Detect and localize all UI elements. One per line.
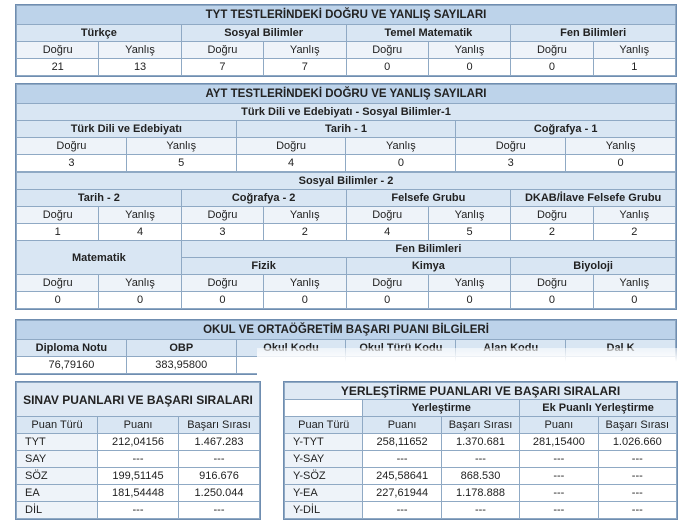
sinav-header-puan: Puanı [98,417,179,434]
ayt-subject-dkab: DKAB/İlave Felsefe Grubu [511,190,676,207]
yanlis-label: Yanlış [428,207,510,224]
tyt-fen-dogru: 0 [511,59,593,76]
ayt-group2-table [16,172,676,309]
sinav-row-sira: 916.676 [179,468,260,485]
sinav-table [16,382,260,519]
ek-row-puan: --- [520,502,598,519]
ayt-tarih1-dogru: 4 [236,155,346,172]
ayt-tarih2-yanlis: 4 [99,224,181,241]
tyt-matematik-dogru: 0 [346,59,428,76]
tyt-subject-turkce: Türkçe [17,25,182,42]
tyt-matematik-yanlis: 0 [428,59,510,76]
yanlis-label: Yanlış [593,275,675,292]
yanlis-label: Yanlış [593,207,675,224]
obp-header-diploma: Diploma Notu [17,340,127,357]
ek-row-sira: --- [598,485,676,502]
yer-header-sira: Başarı Sırası [441,417,519,434]
yer-row-sira: 1.370.681 [441,434,519,451]
yanlis-label: Yanlış [428,42,510,59]
ayt-tarih2-dogru: 1 [17,224,99,241]
dogru-label: Doğru [346,275,428,292]
ayt-subject-matematik: Matematik [17,241,182,275]
yerlestirme-panel [283,381,678,520]
tyt-subject-matematik: Temel Matematik [346,25,511,42]
ek-row-sira: 1.026.660 [598,434,676,451]
sinav-row-type: DİL [17,502,98,519]
yer-row-type: Y-SÖZ [285,468,363,485]
ayt-kimya-yanlis: 0 [428,292,510,309]
yanlis-label: Yanlış [346,138,456,155]
sinav-row-type: TYT [17,434,98,451]
ayt-counts-title: AYT TESTLERİNDEKİ DOĞRU VE YANLIŞ SAYILARI [17,85,676,104]
dogru-label: Doğru [511,275,593,292]
ayt-biyoloji-dogru: 0 [511,292,593,309]
yer-row-sira: 1.178.888 [441,485,519,502]
obp-header-obp: OBP [126,340,236,357]
tyt-fen-yanlis: 1 [593,59,675,76]
yer-header-tur: Puan Türü [285,417,363,434]
ayt-group2-title: Sosyal Bilimler - 2 [17,173,676,190]
ek-row-sira: --- [598,502,676,519]
sinav-row-type: SAY [17,451,98,468]
sinav-title: SINAV PUANLARI VE BAŞARI SIRALARI [17,383,260,417]
ek-row-puan: --- [520,485,598,502]
sinav-header-sira: Başarı Sırası [179,417,260,434]
ayt-cografya1-yanlis: 0 [566,155,676,172]
yanlis-label: Yanlış [593,42,675,59]
sinav-row-puan: 181,54448 [98,485,179,502]
ayt-subject-tarih1: Tarih - 1 [236,121,456,138]
dogru-label: Doğru [456,138,566,155]
sinav-row-puan: --- [98,502,179,519]
ayt-felsefe-dogru: 4 [346,224,428,241]
ayt-kimya-dogru: 0 [346,292,428,309]
ek-row-puan: --- [520,451,598,468]
sinav-row-sira: --- [179,451,260,468]
tyt-turkce-yanlis: 13 [99,59,181,76]
obp-obp-value: 383,95800 [126,357,236,374]
sinav-panel [15,381,261,520]
yer-row-puan: 227,61944 [363,485,441,502]
dogru-label: Doğru [236,138,346,155]
ayt-fizik-dogru: 0 [181,292,263,309]
ayt-matematik-dogru: 0 [17,292,99,309]
obp-title: OKUL VE ORTAÖĞRETİM BAŞARI PUANI BİLGİLERİ [17,321,676,340]
yanlis-label: Yanlış [264,42,346,59]
dogru-label: Doğru [181,207,263,224]
yer-row-sira: --- [441,451,519,468]
yanlis-label: Yanlış [264,207,346,224]
ek-puanli-group-title: Ek Puanlı Yerleştirme [520,400,677,417]
dogru-label: Doğru [17,42,99,59]
obp-diploma-value: 76,79160 [17,357,127,374]
tyt-sosyal-yanlis: 7 [264,59,346,76]
yer-header-puan: Puanı [363,417,441,434]
ek-row-puan: 281,15400 [520,434,598,451]
yer-row-type: Y-DİL [285,502,363,519]
tyt-counts-table [16,5,676,76]
ayt-subject-cografya2: Coğrafya - 2 [181,190,346,207]
yanlis-label: Yanlış [126,138,236,155]
ayt-group1-table [16,84,676,172]
ek-row-sira: --- [598,468,676,485]
yerlestirme-group-title: Yerleştirme [363,400,520,417]
sinav-row-type: SÖZ [17,468,98,485]
ayt-tarih1-yanlis: 0 [346,155,456,172]
ayt-biyoloji-yanlis: 0 [593,292,675,309]
yer-row-puan: 258,11652 [363,434,441,451]
ayt-subject-felsefe: Felsefe Grubu [346,190,511,207]
ayt-group1-title: Türk Dili ve Edebiyatı - Sosyal Bilimler-1 [17,104,676,121]
yanlis-label: Yanlış [264,275,346,292]
ayt-subject-tarih2: Tarih - 2 [17,190,182,207]
ayt-dkab-yanlis: 2 [593,224,675,241]
sinav-row-puan: 199,51145 [98,468,179,485]
tyt-turkce-dogru: 21 [17,59,99,76]
tyt-subject-sosyal: Sosyal Bilimler [181,25,346,42]
ayt-dkab-dogru: 2 [511,224,593,241]
sinav-row-sira: 1.250.044 [179,485,260,502]
redaction-overlay [257,348,682,378]
ayt-fizik-yanlis: 0 [264,292,346,309]
ayt-edebiyat-yanlis: 5 [126,155,236,172]
dogru-label: Doğru [181,275,263,292]
ek-row-puan: --- [520,468,598,485]
yer-row-puan: 245,58641 [363,468,441,485]
tyt-subject-fen: Fen Bilimleri [511,25,676,42]
yer-row-type: Y-EA [285,485,363,502]
yer-row-sira: 868.530 [441,468,519,485]
tyt-counts-panel [15,4,677,77]
ayt-felsefe-yanlis: 5 [428,224,510,241]
ayt-edebiyat-dogru: 3 [17,155,127,172]
dogru-label: Doğru [17,275,99,292]
ayt-matematik-yanlis: 0 [99,292,181,309]
dogru-label: Doğru [346,42,428,59]
dogru-label: Doğru [511,207,593,224]
dogru-label: Doğru [511,42,593,59]
ayt-cografya2-dogru: 3 [181,224,263,241]
sinav-row-sira: --- [179,502,260,519]
yer-row-puan: --- [363,451,441,468]
yer-row-type: Y-SAY [285,451,363,468]
sinav-header-tur: Puan Türü [17,417,98,434]
ayt-subject-kimya: Kimya [346,258,511,275]
ayt-subject-cografya1: Coğrafya - 1 [456,121,676,138]
yanlis-label: Yanlış [428,275,510,292]
ayt-cografya2-yanlis: 2 [264,224,346,241]
dogru-label: Doğru [17,207,99,224]
sinav-row-sira: 1.467.283 [179,434,260,451]
sinav-row-puan: --- [98,451,179,468]
ek-header-puan: Puanı [520,417,598,434]
ayt-subject-edebiyat: Türk Dili ve Edebiyatı [17,121,237,138]
tyt-sosyal-dogru: 7 [181,59,263,76]
ayt-subject-fizik: Fizik [181,258,346,275]
yer-row-sira: --- [441,502,519,519]
ayt-counts-panel [15,83,677,310]
tyt-counts-title: TYT TESTLERİNDEKİ DOĞRU VE YANLIŞ SAYILARI [17,6,676,25]
yerlestirme-table [284,382,677,519]
yer-row-type: Y-TYT [285,434,363,451]
yanlis-label: Yanlış [99,275,181,292]
sinav-row-type: EA [17,485,98,502]
ayt-fen-title: Fen Bilimleri [181,241,675,258]
yanlis-label: Yanlış [99,42,181,59]
dogru-label: Doğru [181,42,263,59]
yerlestirme-title: YERLEŞTİRME PUANLARI VE BAŞARI SIRALARI [285,383,677,400]
yanlis-label: Yanlış [99,207,181,224]
dogru-label: Doğru [17,138,127,155]
ek-header-sira: Başarı Sırası [598,417,676,434]
sinav-row-puan: 212,04156 [98,434,179,451]
ek-row-sira: --- [598,451,676,468]
yanlis-label: Yanlış [566,138,676,155]
ayt-cografya1-dogru: 3 [456,155,566,172]
dogru-label: Doğru [346,207,428,224]
yer-row-puan: --- [363,502,441,519]
ayt-subject-biyoloji: Biyoloji [511,258,676,275]
